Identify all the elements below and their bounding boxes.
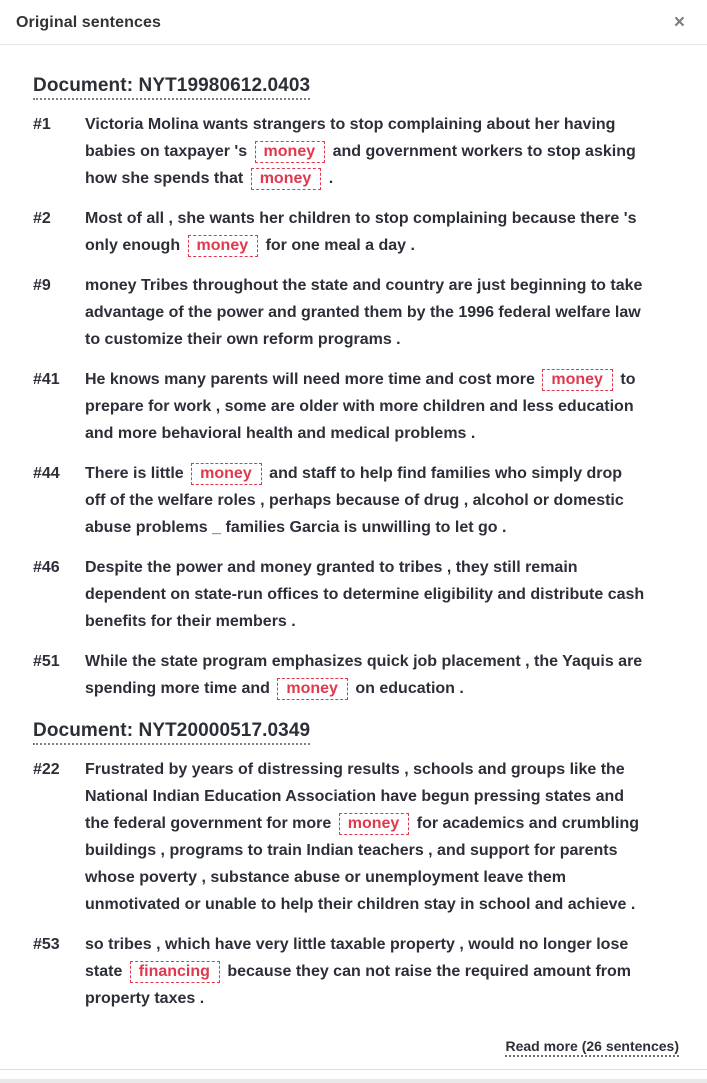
highlighted-term[interactable]: financing [130, 961, 220, 983]
document-title[interactable] [33, 720, 679, 742]
sentence-number: #2 [33, 210, 51, 227]
sentence-row [33, 554, 679, 635]
sentence-row [33, 366, 679, 447]
modal-header [0, 0, 707, 45]
sentence-number: #46 [33, 559, 60, 576]
sentence-text: He knows many parents will need more time and cost more money to prepare for work , some are older with more children and less education and more behavioral health and medical problems . [85, 371, 636, 442]
sentence-row [33, 648, 679, 702]
highlighted-term[interactable]: money [251, 168, 322, 190]
sentence-number: #41 [33, 371, 60, 388]
document-title-text: Document: NYT19980612.0403 [33, 75, 310, 100]
sentence-number: #44 [33, 465, 60, 482]
sentence-number: #53 [33, 936, 60, 953]
sentence-text: Despite the power and money granted to tribes , they still remain dependent on state-run offices to determine eligibility and distribute cash benefits for their members . [85, 559, 645, 630]
sentence-text: There is little money and staff to help find families who simply drop off of the welfare roles , perhaps because of drug , alcohol or domestic abuse problems _ families Garcia is unwilling to let go . [85, 465, 624, 536]
sentence-text: so tribes , which have very little taxable property , would no longer lose state financing because they can not raise the required amount from property taxes . [85, 936, 632, 1007]
sentence-number: #22 [33, 761, 60, 778]
sentence-text: Frustrated by years of distressing results , schools and groups like the National Indian Education Association have begun pressing states and the federal government for more money for academics and crumbling buildings , programs to train Indian teachers , and support for parents whose poverty , substance abuse or unemployment leave them unmotivated or unable to help their children stay in school and achieve . [85, 761, 640, 913]
sentence-row [33, 205, 679, 259]
document-title-text: Document: NYT20000517.0349 [33, 720, 310, 745]
close-icon[interactable]: × [673, 12, 685, 33]
read-more-row [33, 1038, 679, 1056]
sentence-row [33, 460, 679, 541]
sentence-row [33, 756, 679, 918]
sentence-row [33, 111, 679, 192]
sentence-number: #51 [33, 653, 60, 670]
sentence-row [33, 272, 679, 353]
highlighted-term[interactable]: money [277, 678, 348, 700]
sentence-number: #1 [33, 116, 51, 133]
highlighted-term[interactable]: money [339, 813, 410, 835]
documents [0, 45, 707, 1069]
read-more-link[interactable]: Read more (26 sentences) [505, 1038, 679, 1057]
modal-title: Original sentences [16, 13, 161, 31]
highlighted-term[interactable]: money [542, 369, 613, 391]
sentence-number: #9 [33, 277, 51, 294]
sentence-text: money Tribes throughout the state and country are just beginning to take advantage of the power and granted them by the 1996 federal welfare law to customize their own reform programs . [85, 277, 643, 348]
modal-footer [0, 1069, 707, 1079]
page-bottom-strip [0, 1079, 707, 1083]
highlighted-term[interactable]: money [255, 141, 326, 163]
sentence-text: Most of all , she wants her children to stop complaining because there 's only enough money for one meal a day . [85, 205, 645, 259]
highlighted-term[interactable]: money [188, 235, 259, 257]
highlighted-term[interactable]: money [191, 463, 262, 485]
sentence-text: While the state program emphasizes quick job placement , the Yaquis are spending more time and money on education . [85, 648, 645, 702]
sentence-row [33, 931, 679, 1012]
sentence-text: Victoria Molina wants strangers to stop complaining about her having babies on taxpayer 's money and government workers to stop asking how she spends that money . [85, 111, 645, 192]
document-title[interactable] [33, 75, 679, 97]
